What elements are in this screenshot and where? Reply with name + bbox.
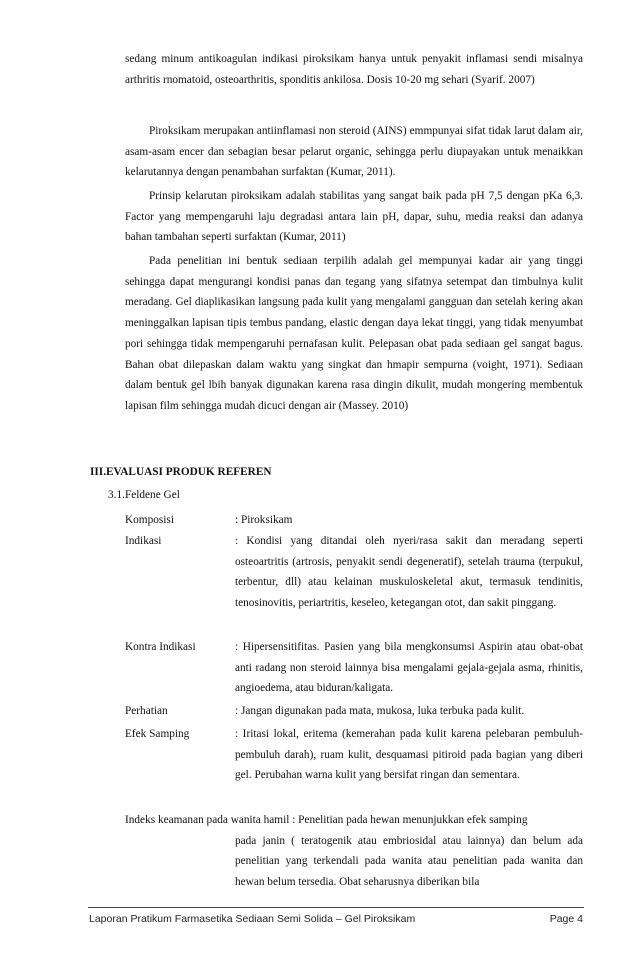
subsection-heading: 3.1.Feldene Gel xyxy=(108,489,180,501)
entry-value: pada janin ( teratogenik atau embriosidal atau lainnya) dan belum ada penelitian yang terkendali pada wanita atau penelitian pada wanita dan hewan belum tersedia. Obat seharusnya diberikan bila xyxy=(235,834,583,889)
paragraph-piroksikam: Piroksikam merupakan antiinflamasi non steroid (AINS) emmpunyai sifat tidak larut dalam air, asam-asam encer dan sebagian besar pelarut organic, sehingga perlu diupayakan untuk menaikkan kelarutannya dengan penambahan surfaktan (Kumar, 2011). xyxy=(125,125,583,179)
entry-value: : Piroksikam xyxy=(235,514,293,526)
entry-value: : Hipersensitifitas. Pasien yang bila mengkonsumsi Aspirin atau obat-obat anti radang non steroid lainnya bisa mengalami gejala-gejala asma, rhinitis, angioedema, atau biduran/kaligata. xyxy=(235,641,583,695)
entry-label: Kontra Indikasi xyxy=(125,641,196,653)
page-number: Page 4 xyxy=(549,913,583,925)
footer-title: Laporan Pratikum Farmasetika Sediaan Semi Solida – Gel Piroksikam xyxy=(89,913,416,925)
entry-value: : Kondisi yang ditandai oleh nyeri/rasa sakit dan meradang seperti osteoartritis (artrosis, penyakit sendi degeneratif), setelah trauma (terpukul, terbentur, dll) atau kelainan muskuloskeletal akut, termasuk tendinitis, tenosinovitis, periartritis, keseleo, ketegangan otot, dan sakit pinggang. xyxy=(235,535,583,610)
paragraph-intro: sedang minum antikoagulan indikasi piroksikam hanya untuk penyakit inflamasi sendi misalnya arthritis rnomatoid, osteoarthritis, sponditis ankilosa. Dosis 10-20 mg sehari (Syarif. 2007) xyxy=(125,53,583,86)
entry-value: : Jangan digunakan pada mata, mukosa, luka terbuka pada kulit. xyxy=(235,705,525,717)
entry-label: Indeks keamanan pada wanita hamil : Penelitian pada hewan menunjukkan efek samping xyxy=(125,814,528,826)
entry-value: : Iritasi lokal, eritema (kemerahan pada kulit karena pelebaran pembuluh-pembuluh darah), ruam kulit, desquamasi pitiroid pada bagian yang diberi gel. Perubahan warna kulit yang bersifat ringan dan sementara. xyxy=(235,728,583,782)
entry-label: Perhatian xyxy=(125,705,168,717)
entry-label: Indikasi xyxy=(125,535,162,547)
footer-divider xyxy=(88,907,584,908)
entry-label: Komposisi xyxy=(125,514,174,526)
paragraph-gel: Pada penelitian ini bentuk sediaan terpilih adalah gel mempunyai kadar air yang tinggi sehingga dapat mengurangi kondisi panas dan tegang yang sifatnya setempat dan timbulnya kulit meradang. Gel diaplikasikan langsung pada kulit yang mengalami gangguan dan setelah kering akan meninggalkan lapisan tipis tembus pandang, elastic dengan daya lekat tinggi, yang tidak menyumbat pori sehingga tidak mempengaruhi pernafasan kulit. Pelepasan obat pada sediaan gel sangat bagus. Bahan obat dilepaskan dalam waktu yang singkat dan hmapir sempurna (voight, 1971). Sediaan dalam bentuk gel lbih banyak digunakan karena rasa dingin dikulit, mudah mongering membentuk lapisan film sehingga mudah dicuci dengan air (Massey. 2010) xyxy=(125,255,583,412)
paragraph-kelarutan: Prinsip kelarutan piroksikam adalah stabilitas yang sangat baik pada pH 7,5 dengan pKa 6,3. Factor yang mempengaruhi laju degradasi antara lain pH, dapar, suhu, media reaksi dan adanya bahan tambahan seperti surfaktan (Kumar, 2011) xyxy=(125,190,583,244)
section-heading: III.EVALUASI PRODUK REFEREN xyxy=(90,466,272,478)
entry-label: Efek Samping xyxy=(125,728,190,740)
